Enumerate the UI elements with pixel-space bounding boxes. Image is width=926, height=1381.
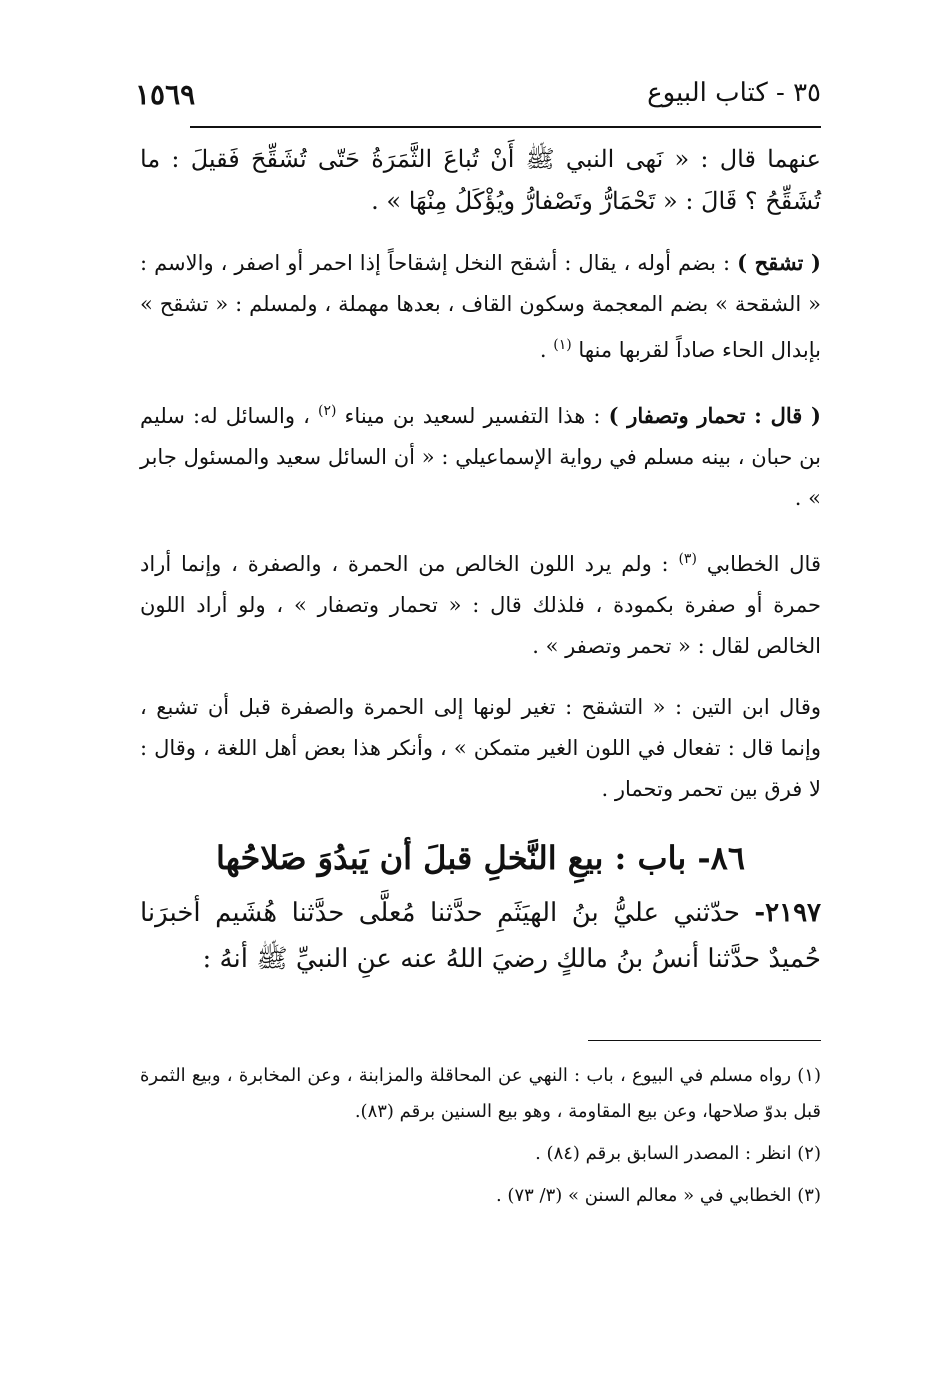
footnote-rule [588, 1040, 821, 1041]
hadith-continuation: عنهما قال : « نَهى النبي ﷺ أَنْ تُباعَ الثَّمَرَةُ حَتّى تُشَقِّحَ فَقيلَ : ما تُشَقِّحُ ؟ قَالَ : « تَحْمَارُّ وتَصْفارُّ ويُؤْكَلُ مِنْهَا » . [140, 145, 821, 215]
footnote-2: (٢) انظر : المصدر السابق برقم (٨٤) . [535, 1143, 821, 1164]
page-body [140, 138, 821, 982]
commentary-text-end: : ولم يرد اللون الخالص من الحمرة ، والصفرة ، وإنما أراد حمرة أو صفرة بكمودة ، فلذلك قال : « تحمار وتصفار » ، ولو أراد اللون الخالص لقال : « تحمر وتصفر » . [140, 552, 821, 658]
footnotes [140, 1058, 821, 1220]
commentary-paragraph [140, 242, 821, 371]
commentary-paragraph: وقال ابن التين : « التشقح : تغير لونها إلى الحمرة والصفرة قبل أن تشبع ، وإنما قال : تفعال في اللون الغير متمكن » ، وأنكر هذا بعض أهل اللغة ، وقال : لا فرق بين تحمر وتحمار . [140, 695, 821, 801]
footnote-3: (٣) الخطابي في « معالم السنن » (٣/ ٧٣) . [495, 1185, 821, 1206]
commentary-text-end: ، والسائل له: سليم بن حبان ، بينه مسلم في رواية الإسماعيلي : « أن السائل سعيد والمسئول جابر » . [140, 404, 821, 510]
running-chapter-title: ٣٥ - كتاب البيوع [647, 78, 821, 108]
page-number: ١٥٦٩ [135, 78, 196, 111]
header-rule [190, 126, 821, 128]
commentary-text-end: . [539, 338, 554, 362]
page-header [135, 78, 821, 118]
commentary-text: : بضم أوله ، يقال : أشقح النخل إشقاحاً إذا احمر أو اصفر ، والاسم : « الشقحة » بضم المعجمة وسكون القاف ، بعدها مهملة ، ولمسلم : « تشقح » بإبدال الحاء صاداً لقربها منها [140, 251, 821, 362]
commentary-paragraph [140, 391, 821, 519]
commentary-text: قال الخطابي [706, 552, 821, 576]
footnote-ref-2[interactable]: (٢) [317, 403, 337, 419]
hadith-text: حدّثني عليُّ بنُ الهيَثَمِ حدَّثنا مُعلَّى حدَّثنا هُشَيم أخبرَنا حُميدٌ حدَّثنا أنسُ بنُ مالكٍ رضيَ اللهُ عنه عنِ النبيِّ ﷺ أنهُ : [140, 898, 821, 974]
commentary-text: : هذا التفسير لسعيد بن ميناء [344, 404, 609, 428]
footnote-ref-3[interactable]: (٣) [678, 551, 697, 567]
footnote-ref-1[interactable]: (١) [553, 337, 572, 353]
footnote-1: (١) رواه مسلم في البيوع ، باب : النهي عن المحاقلة والمزابنة ، وعن المخابرة ، وبيع الثمرة قبل بدوّ صلاحها، وعن بيع المقاومة ، وهو بيع السنين برقم (٨٣). [140, 1065, 821, 1122]
chapter-heading: ٨٦- باب : بيعِ النَّخلِ قبلَ أن يَبدُوَ صَلاحُها [215, 839, 746, 877]
commentary-term: ( قال : تحمار وتصفار ) [608, 403, 821, 428]
commentary-paragraph [140, 539, 821, 667]
commentary-term: ( تشقح ) [737, 250, 821, 275]
hadith-number: ٢١٩٧- [754, 898, 821, 928]
hadith-paragraph [140, 890, 821, 982]
